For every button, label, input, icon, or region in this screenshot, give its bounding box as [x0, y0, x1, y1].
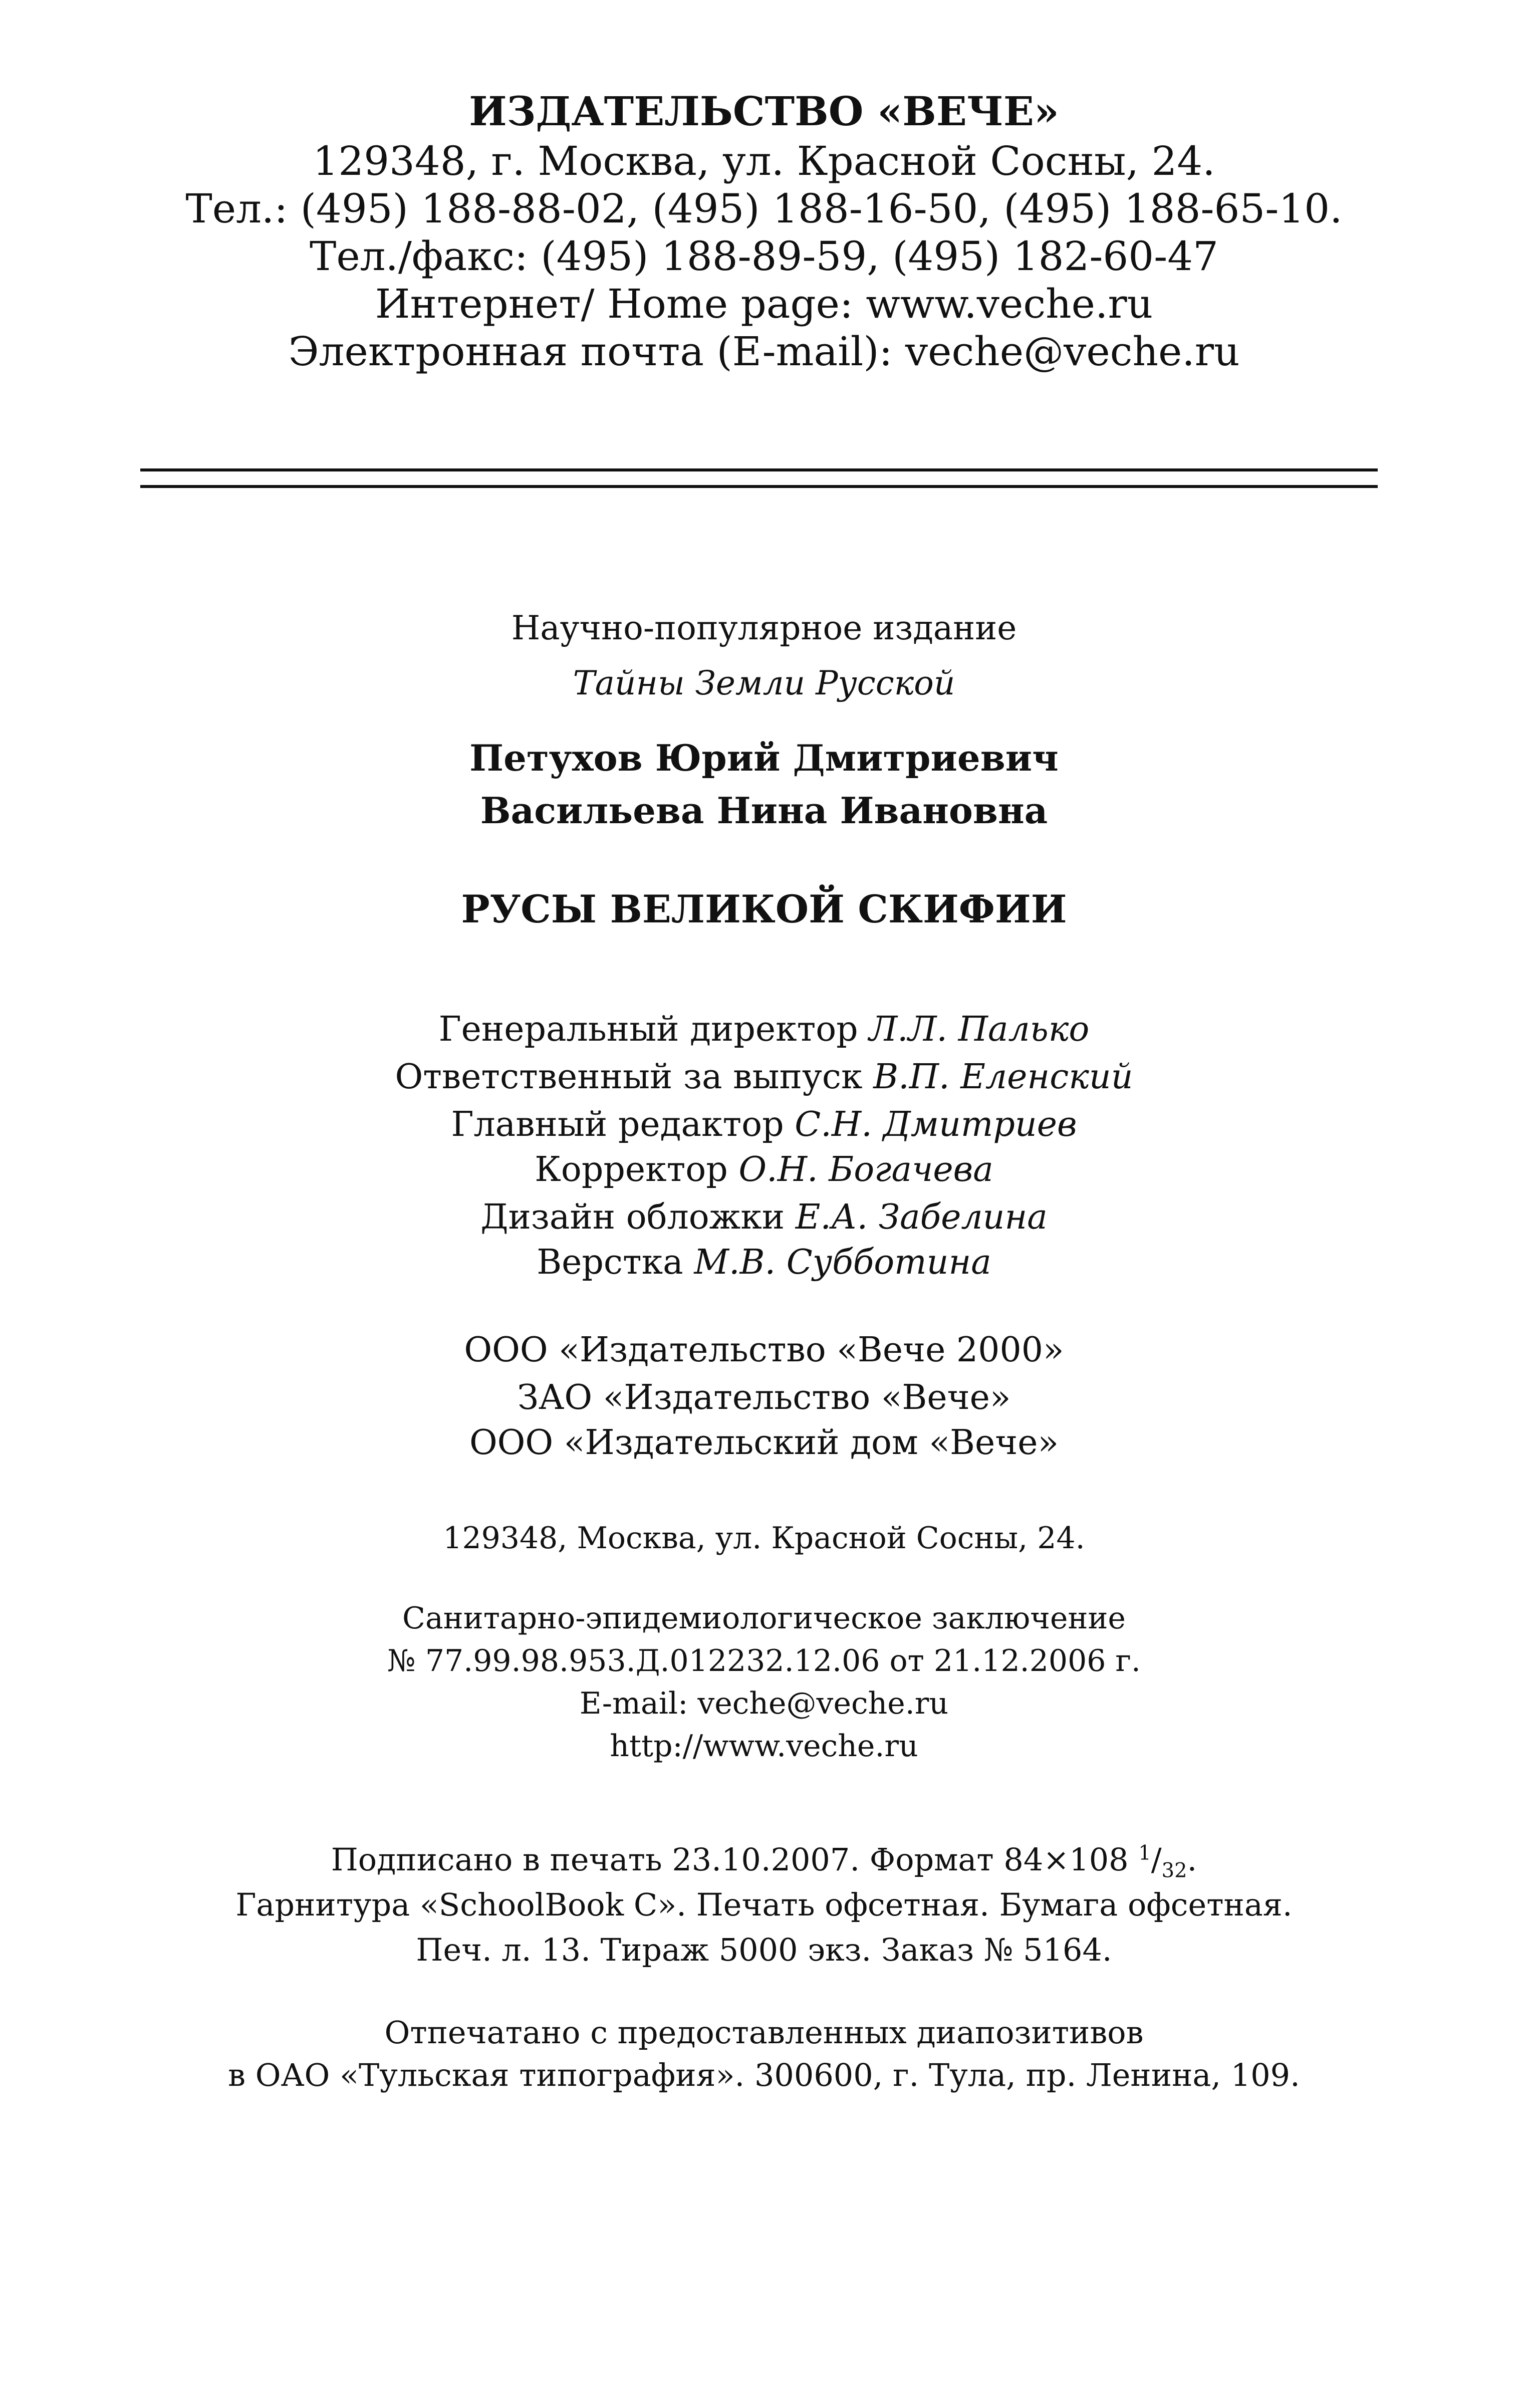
staff-line: [0, 1010, 1528, 1049]
signed-text: Подписано в печать 23.10.2007. Формат 84×108: [331, 1841, 1139, 1878]
contact-email: E-mail: veche@veche.ru: [579, 1686, 949, 1721]
format-numerator: 1: [1138, 1841, 1151, 1865]
staff-name: О.Н. Богачева: [738, 1150, 993, 1189]
typeface-line: Гарнитура «SchoolBook C». Печать офсетная. Бумага офсетная.: [235, 1886, 1293, 1923]
staff-name: Л.Л. Палько: [869, 1010, 1090, 1049]
publisher-fax: Тел./факс: (495) 188-89-59, (495) 182-60-47: [309, 233, 1219, 280]
staff-role: Дизайн обложки: [480, 1197, 785, 1237]
signed-to-print: Подписано в печать 23.10.2007. Формат 84×108 $^1/_{32}$.: [331, 1841, 1197, 1882]
staff-line: [0, 1197, 1528, 1237]
publisher-email: Электронная почта (E-mail): veche@veche.ru: [288, 328, 1240, 375]
staff-name: С.Н. Дмитриев: [795, 1105, 1077, 1144]
printer-line-2: в ОАО «Тульская типография». 300600, г. Тула, пр. Ленина, 109.: [228, 2057, 1300, 2093]
author-2: Васильева Нина Ивановна: [480, 789, 1048, 832]
staff-line: [0, 1105, 1528, 1144]
publisher-homepage: Интернет/ Home page: www.veche.ru: [375, 281, 1153, 327]
company-3: ООО «Издательский дом «Вече»: [469, 1423, 1059, 1463]
staff-role: Ответственный за выпуск: [395, 1057, 863, 1097]
publisher-name: ИЗДАТЕЛЬСТВО «ВЕЧЕ»: [469, 88, 1059, 135]
sanitary-line-2: № 77.99.98.953.Д.012232.12.06 от 21.12.2006 г.: [387, 1643, 1141, 1678]
signed-suffix: .: [1187, 1841, 1197, 1878]
format-denominator: 32: [1161, 1859, 1187, 1882]
staff-role: Верстка: [537, 1243, 683, 1282]
staff-name: В.П. Еленский: [873, 1057, 1133, 1097]
staff-line: [0, 1243, 1528, 1282]
printer-line-1: Отпечатано с предоставленных диапозитивов: [384, 2014, 1144, 2051]
publisher-phones: Тел.: (495) 188-88-02, (495) 188-16-50, (495) 188-65-10.: [185, 185, 1343, 232]
staff-role: Генеральный директор: [438, 1010, 858, 1049]
divider-rule-bottom: [140, 485, 1378, 488]
staff-line: [0, 1057, 1528, 1097]
sanitary-line-1: Санитарно-эпидемиологическое заключение: [402, 1601, 1126, 1636]
company-1: ООО «Издательство «Вече 2000»: [464, 1330, 1064, 1370]
publisher-address: 129348, г. Москва, ул. Красной Сосны, 24.: [313, 138, 1215, 184]
company-2: ЗАО «Издательство «Вече»: [517, 1378, 1011, 1417]
divider-rule-top: [140, 468, 1378, 471]
series-name: Тайны Земли Русской: [573, 664, 955, 702]
contact-url: http://www.veche.ru: [610, 1729, 918, 1764]
author-1: Петухов Юрий Дмитриевич: [469, 737, 1059, 779]
staff-role: Главный редактор: [451, 1105, 784, 1144]
staff-role: Корректор: [535, 1150, 728, 1189]
print-run-line: Печ. л. 13. Тираж 5000 экз. Заказ № 5164.: [416, 1932, 1112, 1968]
staff-name: Е.А. Забелина: [795, 1197, 1048, 1237]
staff-line: [0, 1150, 1528, 1189]
company-address: 129348, Москва, ул. Красной Сосны, 24.: [443, 1521, 1085, 1556]
book-title: РУСЫ ВЕЛИКОЙ СКИФИИ: [461, 887, 1067, 931]
edition-type: Научно-популярное издание: [511, 609, 1017, 647]
staff-name: М.В. Субботина: [694, 1243, 991, 1282]
